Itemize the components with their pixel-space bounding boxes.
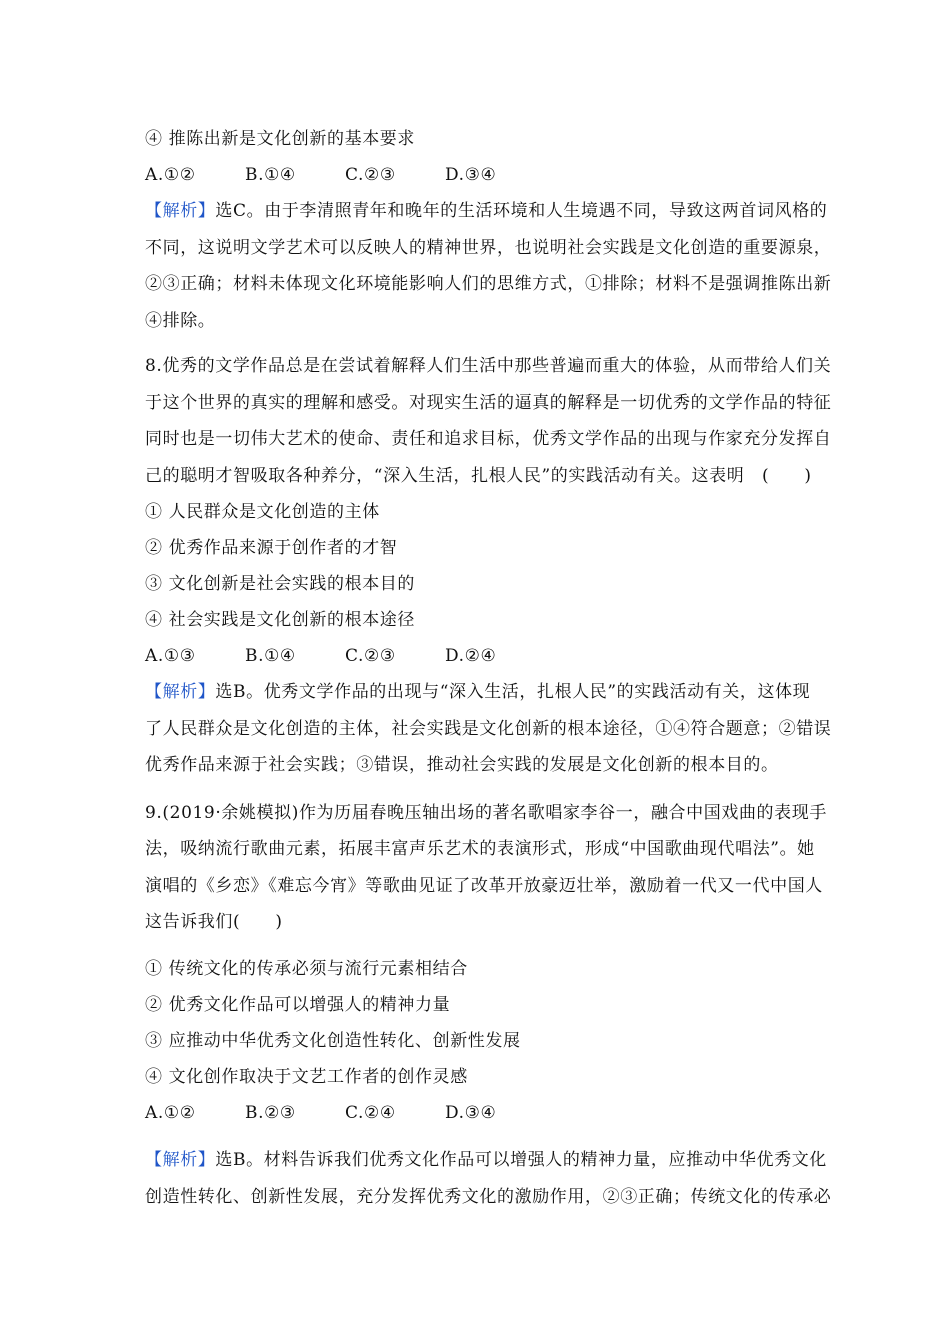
q8-option-b: B.①④ bbox=[245, 646, 296, 666]
q9-analysis-line-2: 创造性转化、创新性发展，充分发挥优秀文化的激励作用，②③正确；传统文化的传承必 bbox=[145, 1187, 832, 1207]
q9-analysis-line-1: 【解析】选B。材料告诉我们优秀文化作品可以增强人的精神力量，应推动中华优秀文化 bbox=[145, 1150, 827, 1170]
q7-options bbox=[145, 164, 545, 186]
q7-item-4: ④ 推陈出新是文化创新的基本要求 bbox=[145, 129, 416, 149]
q8-item-1: ① 人民群众是文化创造的主体 bbox=[145, 502, 380, 522]
q9-options bbox=[145, 1102, 545, 1124]
q7-analysis-line-3: ②③正确；材料未体现文化环境能影响人们的思维方式，①排除；材料不是强调推陈出新 bbox=[145, 274, 832, 294]
analysis-tag: 【解析】 bbox=[145, 1150, 216, 1170]
q8-stem-line-1: 8.优秀的文学作品总是在尝试着解释人们生活中那些普遍而重大的体验，从而带给人们关 bbox=[145, 356, 832, 376]
q9-option-b: B.②③ bbox=[245, 1103, 296, 1123]
q8-item-2: ② 优秀作品来源于创作者的才智 bbox=[145, 538, 398, 558]
q9-option-a: A.①② bbox=[145, 1103, 196, 1123]
q8-stem-line-3: 同时也是一切伟大艺术的使命、责任和追求目标，优秀文学作品的出现与作家充分发挥自 bbox=[145, 429, 832, 449]
q9-option-d: D.③④ bbox=[445, 1103, 497, 1123]
q8-option-c: C.②③ bbox=[345, 646, 396, 666]
analysis-tag: 【解析】 bbox=[145, 682, 216, 702]
q7-option-d: D.③④ bbox=[445, 165, 497, 185]
q8-analysis-line-3: 优秀作品来源于社会实践；③错误，推动社会实践的发展是文化创新的根本目的。 bbox=[145, 755, 779, 775]
q8-option-a: A.①③ bbox=[145, 646, 196, 666]
q9-item-3: ③ 应推动中华优秀文化创造性转化、创新性发展 bbox=[145, 1031, 521, 1051]
q8-stem-line-4: 己的聪明才智吸取各种养分，“深入生活，扎根人民”的实践活动有关。这表明 ( ) bbox=[145, 466, 812, 486]
q9-item-2: ② 优秀文化作品可以增强人的精神力量 bbox=[145, 995, 451, 1015]
q9-option-c: C.②④ bbox=[345, 1103, 396, 1123]
q8-stem-line-2: 于这个世界的真实的理解和感受。对现实生活的逼真的解释是一切优秀的文学作品的特征 bbox=[145, 393, 832, 413]
q7-analysis-line-2: 不同，这说明文学艺术可以反映人的精神世界，也说明社会实践是文化创造的重要源泉， bbox=[145, 238, 832, 258]
q9-stem-line-2: 法，吸纳流行歌曲元素，拓展丰富声乐艺术的表演形式，形成“中国歌曲现代唱法”。她 bbox=[145, 839, 815, 859]
q8-item-3: ③ 文化创新是社会实践的根本目的 bbox=[145, 574, 416, 594]
q7-analysis-line-1: 【解析】选C。由于李清照青年和晚年的生活环境和人生境遇不同，导致这两首词风格的 bbox=[145, 201, 828, 221]
q8-option-d: D.②④ bbox=[445, 646, 497, 666]
q9-item-1: ① 传统文化的传承必须与流行元素相结合 bbox=[145, 959, 468, 979]
q7-option-a: A.①② bbox=[145, 165, 196, 185]
q8-analysis-line-1: 【解析】选B。优秀文学作品的出现与“深入生活，扎根人民”的实践活动有关，这体现 bbox=[145, 682, 811, 702]
q9-item-4: ④ 文化创作取决于文艺工作者的创作灵感 bbox=[145, 1067, 468, 1087]
q8-analysis-line-2: 了人民群众是文化创造的主体，社会实践是文化创新的根本途径，①④符合题意；②错误 bbox=[145, 719, 832, 739]
q9-stem-line-4: 这告诉我们( ) bbox=[145, 912, 283, 932]
analysis-tag: 【解析】 bbox=[145, 201, 216, 221]
q8-options bbox=[145, 645, 545, 667]
q7-option-c: C.②③ bbox=[345, 165, 396, 185]
q7-analysis-line-4: ④排除。 bbox=[145, 311, 216, 331]
q8-item-4: ④ 社会实践是文化创新的根本途径 bbox=[145, 610, 416, 630]
q7-option-b: B.①④ bbox=[245, 165, 296, 185]
q9-stem-line-3: 演唱的《乡恋》《难忘今宵》等歌曲见证了改革开放豪迈壮举，激励着一代又一代中国人 bbox=[145, 876, 823, 896]
q9-stem-line-1: 9.(2019·余姚模拟)作为历届春晚压轴出场的著名歌唱家李谷一，融合中国戏曲的表现手 bbox=[145, 803, 827, 823]
